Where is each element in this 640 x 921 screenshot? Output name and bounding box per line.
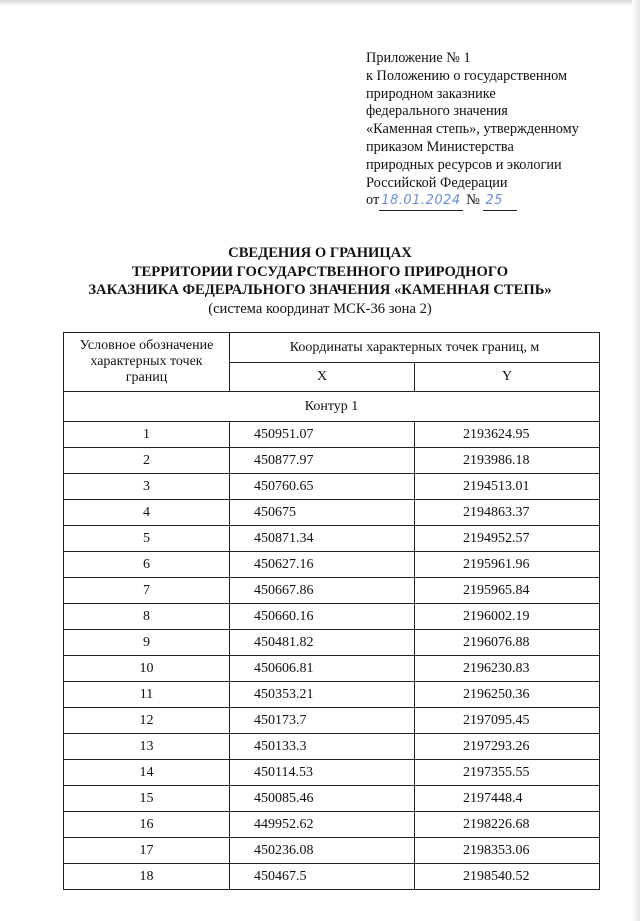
point-number-cell: 10 [64,656,230,682]
y-coordinate-cell: 2195961.96 [415,552,600,578]
table-row [64,734,600,760]
x-coordinate-cell: 450951.07 [230,422,415,448]
x-coordinate-cell: 450481.82 [230,630,415,656]
point-number-cell: 6 [64,552,230,578]
appendix-line: «Каменная степь», утвержденному [366,121,579,138]
point-number-cell: 14 [64,760,230,786]
point-number-cell: 1 [64,422,230,448]
x-coordinate-cell: 450667.86 [230,578,415,604]
point-number-cell: 16 [64,812,230,838]
y-coordinate-cell: 2198226.68 [415,812,600,838]
x-coordinate-cell: 449952.62 [230,812,415,838]
x-coordinate-cell: 450606.81 [230,656,415,682]
point-number-cell: 18 [64,864,230,890]
y-coordinate-cell: 2197448.4 [415,786,600,812]
table-row [64,604,600,630]
point-number-cell: 11 [64,682,230,708]
x-coordinate-cell: 450627.16 [230,552,415,578]
table-row [64,448,600,474]
table-row [64,422,600,448]
y-coordinate-cell: 2194513.01 [415,474,600,500]
point-number-cell: 2 [64,448,230,474]
table-row [64,656,600,682]
table-row [64,812,600,838]
table-row [64,474,600,500]
x-coordinate-cell: 450353.21 [230,682,415,708]
scan-edge-right [632,0,640,921]
appendix-line: природных ресурсов и экологии [366,156,562,173]
x-header: X [230,363,415,392]
point-number-cell: 8 [64,604,230,630]
appendix-block [366,50,616,211]
y-coordinate-cell: 2196002.19 [415,604,600,630]
appendix-line: природном заказнике [366,85,496,102]
table-row [64,864,600,890]
coordinates-header: Координаты характерных точек границ, м [230,333,600,363]
table-row [64,838,600,864]
coordinate-system-note: (система координат МСК-36 зона 2) [208,301,432,317]
table-row [64,552,600,578]
point-number-cell: 3 [64,474,230,500]
heading-line: СВЕДЕНИЯ О ГРАНИЦАХ [228,245,412,261]
y-coordinate-cell: 2197355.55 [415,760,600,786]
appendix-line: Российской Федерации [366,174,508,191]
y-coordinate-cell: 2197293.26 [415,734,600,760]
point-number-cell: 12 [64,708,230,734]
x-coordinate-cell: 450760.65 [230,474,415,500]
table-row [64,682,600,708]
y-coordinate-cell: 2194863.37 [415,500,600,526]
contour-label: Контур 1 [64,392,600,422]
y-coordinate-cell: 2198540.52 [415,864,600,890]
heading-line: ТЕРРИТОРИИ ГОСУДАРСТВЕННОГО ПРИРОДНОГО [131,263,509,280]
y-coordinate-cell: 2193624.95 [415,422,600,448]
table-row [64,526,600,552]
point-number-cell: 15 [64,786,230,812]
x-coordinate-cell: 450085.46 [230,786,415,812]
table-row [64,630,600,656]
document-heading [0,244,640,300]
appendix-line: к Положению о государственном [366,67,568,84]
x-coordinate-cell: 450660.16 [230,604,415,630]
order-date-line [366,192,616,211]
appendix-line: приказом Министерства [366,138,514,155]
y-coordinate-cell: 2198353.06 [415,838,600,864]
x-coordinate-cell: 450236.08 [230,838,415,864]
appendix-line: федерального значения [366,103,508,120]
y-coordinate-cell: 2196250.36 [415,682,600,708]
x-coordinate-cell: 450467.5 [230,864,415,890]
point-number-cell: 7 [64,578,230,604]
y-coordinate-cell: 2195965.84 [415,578,600,604]
table-row [64,786,600,812]
point-number-cell: 9 [64,630,230,656]
appendix-line: Приложение № 1 [366,50,471,66]
point-number-cell: 4 [64,500,230,526]
order-date: 18.01.2024 [379,192,462,211]
y-coordinate-cell: 2196230.83 [415,656,600,682]
x-coordinate-cell: 450877.97 [230,448,415,474]
order-number: 25 [483,192,517,211]
point-number-cell: 17 [64,838,230,864]
x-coordinate-cell: 450871.34 [230,526,415,552]
y-coordinate-cell: 2197095.45 [415,708,600,734]
number-prefix: № [466,192,480,209]
x-coordinate-cell: 450173.7 [230,708,415,734]
scan-edge-top [0,0,640,6]
heading-line: ЗАКАЗНИКА ФЕДЕРАЛЬНОГО ЗНАЧЕНИЯ «КАМЕННАЯ СТЕПЬ» [88,282,552,298]
x-coordinate-cell: 450133.3 [230,734,415,760]
point-number-cell: 5 [64,526,230,552]
table-row [64,500,600,526]
table-row [64,708,600,734]
point-label-header: Условное обозначение характерных точек границ [64,333,230,392]
boundary-coordinates-table [63,332,600,890]
y-header: Y [415,363,600,392]
table-row [64,578,600,604]
y-coordinate-cell: 2196076.88 [415,630,600,656]
x-coordinate-cell: 450114.53 [230,760,415,786]
y-coordinate-cell: 2193986.18 [415,448,600,474]
point-number-cell: 13 [64,734,230,760]
from-prefix: от [366,192,380,209]
table-row [64,760,600,786]
x-coordinate-cell: 450675 [230,500,415,526]
y-coordinate-cell: 2194952.57 [415,526,600,552]
